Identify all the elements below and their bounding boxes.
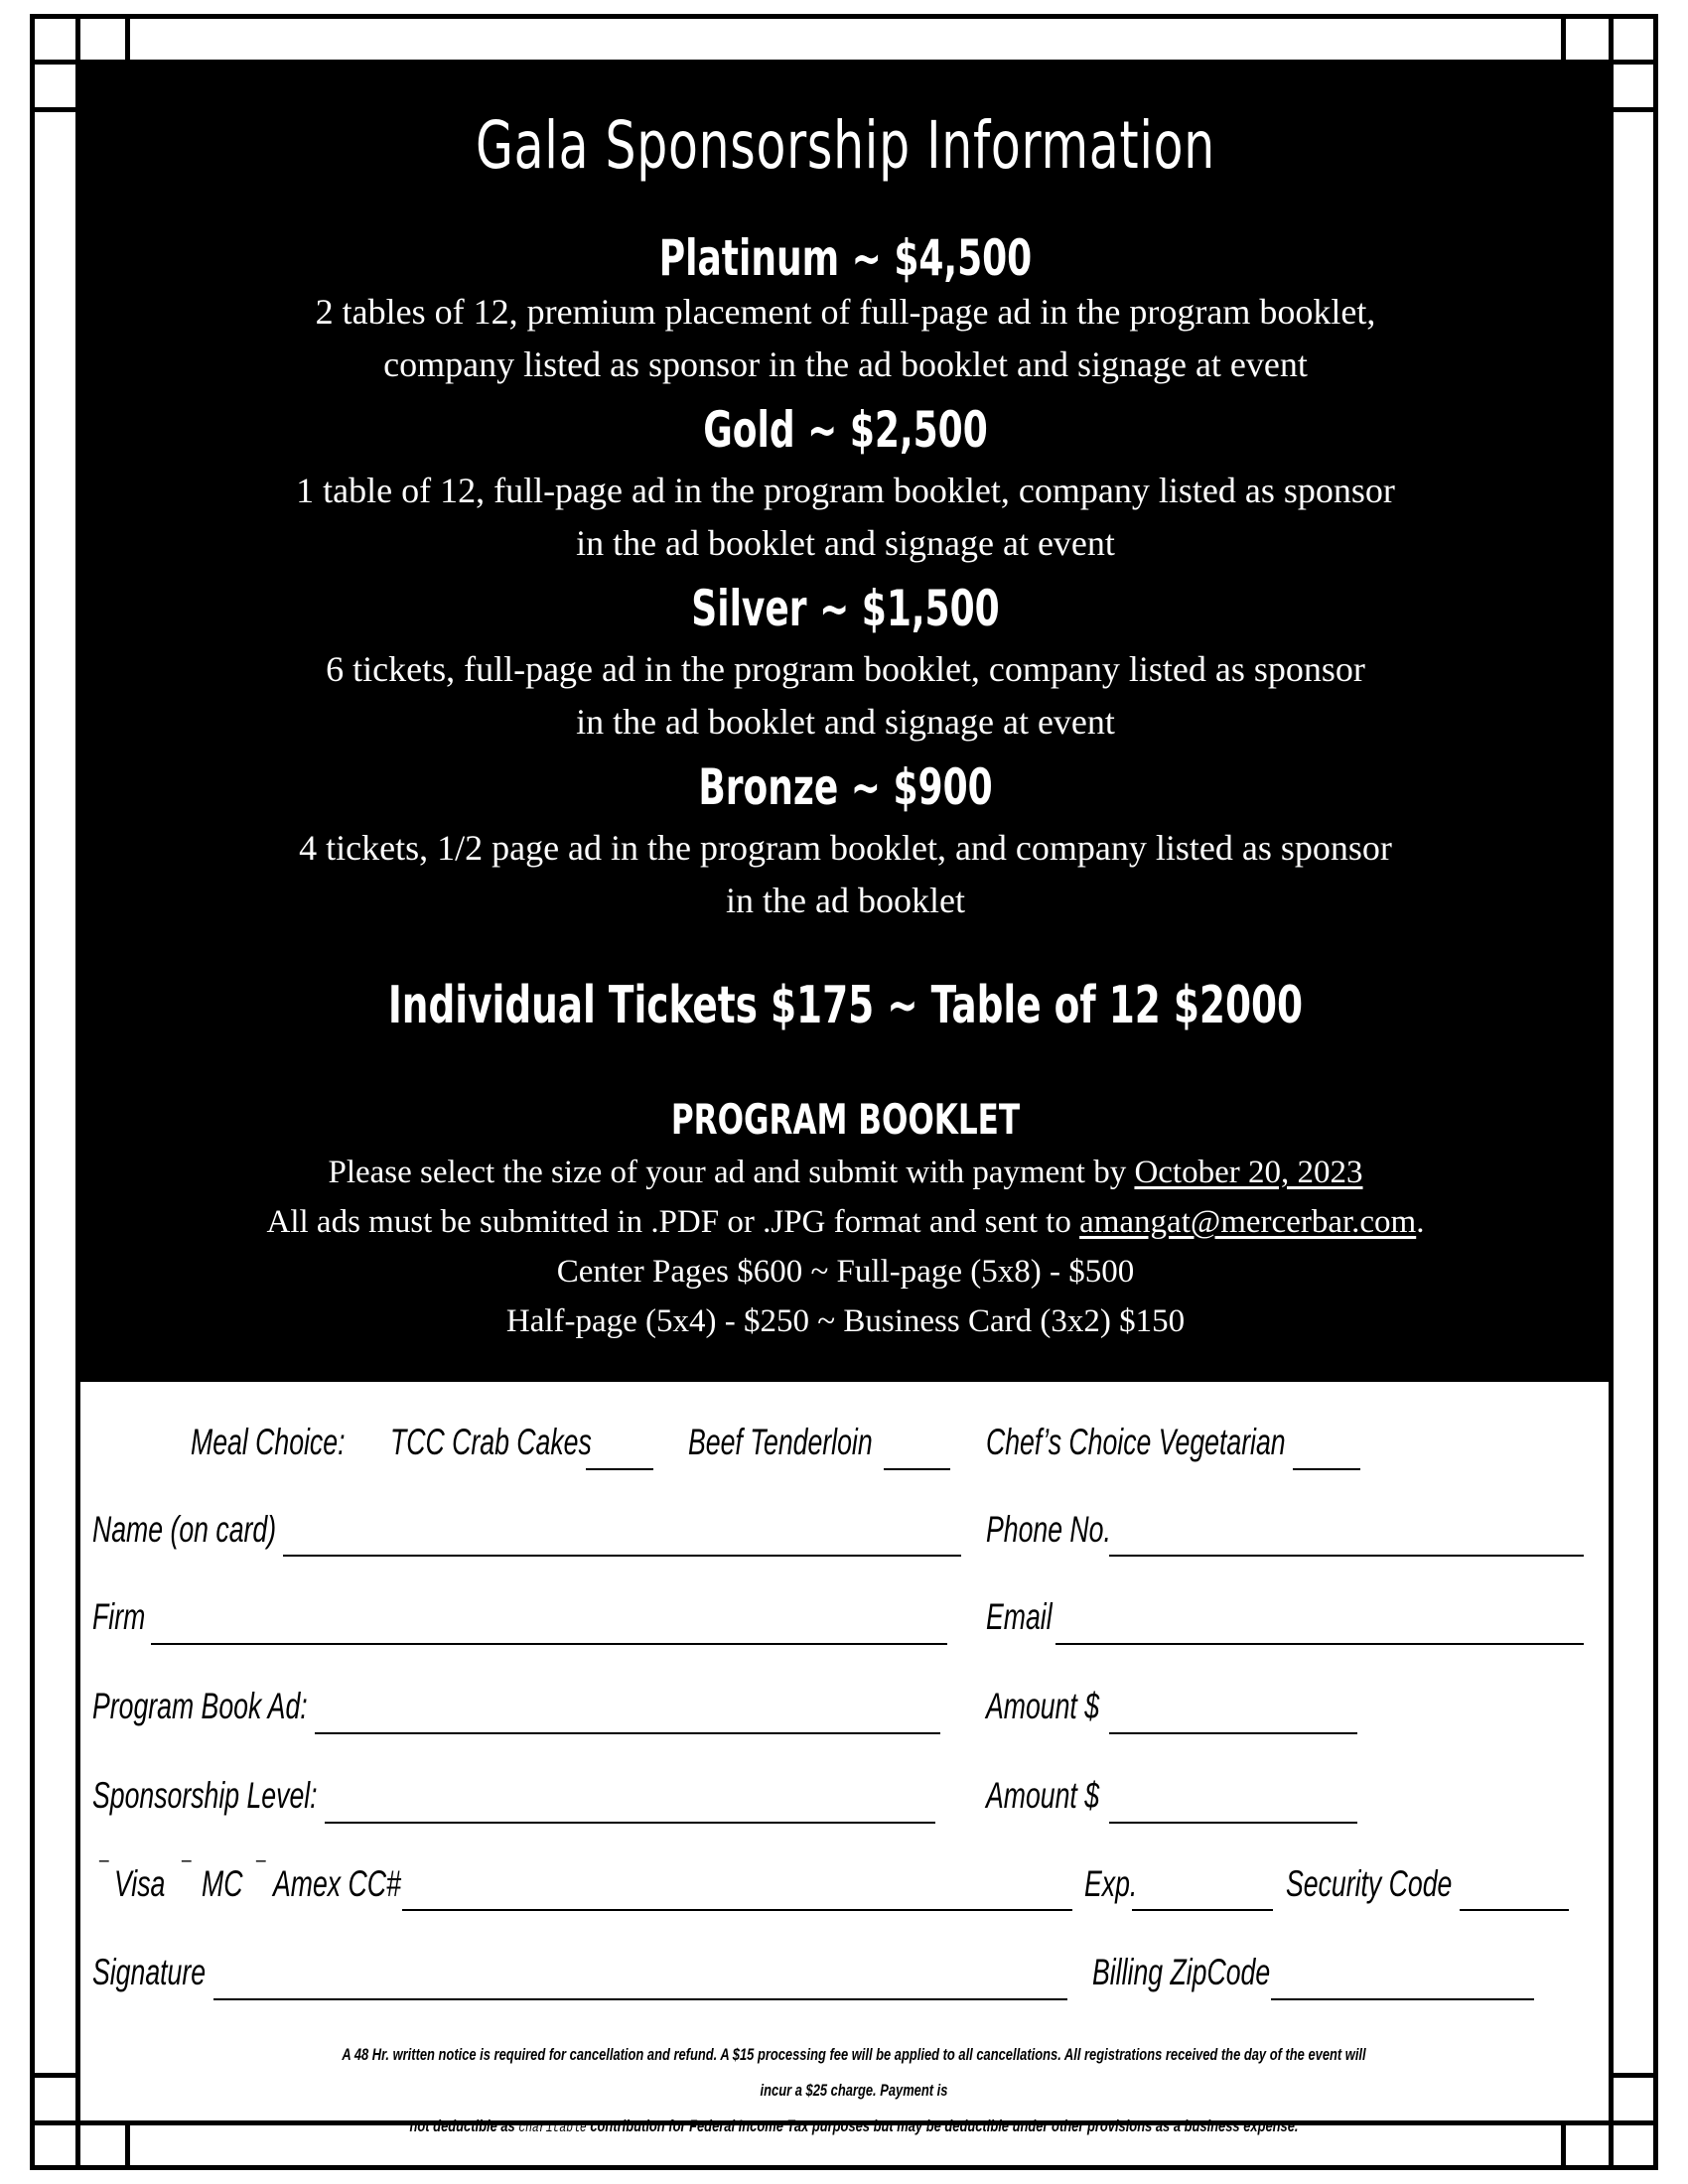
program-booklet-heading: PROGRAM BOOKLET — [670, 1095, 1021, 1144]
ad-amount-field[interactable] — [1109, 1732, 1357, 1734]
billing-zip-field[interactable] — [1271, 1998, 1534, 2000]
meal-vegetarian-blank[interactable] — [1293, 1468, 1360, 1470]
booklet-deadline-line — [80, 1155, 1611, 1191]
email-label: Email — [986, 1596, 1053, 1637]
program-ad-field[interactable] — [315, 1732, 940, 1734]
phone-label: Phone No. — [986, 1509, 1111, 1550]
tier-bronze-line2: in the ad booklet — [726, 881, 965, 920]
sponsorship-level-field[interactable] — [325, 1822, 935, 1824]
meal-option-beef: Beef Tenderloin — [688, 1422, 873, 1462]
booklet-format-text: All ads must be submitted in .PDF or .JPG format and sent to — [266, 1204, 1080, 1240]
booklet-prices-line2: Half-page (5x4) - $250 ~ Business Card (3x2) $150 — [505, 1303, 1186, 1339]
card-type-amex: Amex CC# — [273, 1863, 401, 1904]
tier-bronze-heading: Bronze ~ $900 — [698, 758, 993, 816]
disclaimer-charitable-word: charitable — [518, 2119, 587, 2136]
meal-option-vegetarian: Chef’s Choice Vegetarian — [986, 1422, 1286, 1462]
meal-choice-label: Meal Choice: — [191, 1422, 346, 1462]
billing-zip-label: Billing ZipCode — [1092, 1952, 1271, 1992]
disclaimer-line2-suffix: contribution for Federal Income Tax purposes but may be deductible under other provisions as a business expense. — [586, 2116, 1299, 2135]
exp-field[interactable] — [1132, 1909, 1273, 1911]
firm-field[interactable] — [151, 1643, 947, 1645]
booklet-email-link[interactable]: amangat@mercerbar.com — [1079, 1204, 1417, 1240]
phone-field[interactable] — [1109, 1555, 1584, 1557]
sponsorship-level-label: Sponsorship Level: — [92, 1775, 318, 1816]
booklet-deadline-text: Please select the size of your ad and submit with payment by — [328, 1155, 1135, 1190]
tier-platinum-line2: company listed as sponsor in the ad booklet and signage at event — [383, 344, 1308, 384]
ad-amount-label: Amount $ — [986, 1686, 1100, 1726]
booklet-deadline-date: October 20, 2023 — [1134, 1155, 1363, 1190]
tier-silver-line2: in the ad booklet and signage at event — [576, 702, 1115, 742]
tier-gold-line2: in the ad booklet and signage at event — [576, 523, 1115, 563]
visa-checkbox[interactable]: ¯ — [99, 1858, 109, 1885]
disclaimer-line1: A 48 Hr. written notice is required for cancellation and refund. A $15 processing fee will be applied to all cancellations. All registrations received the day of the event will incur a $25 charge. Payment is — [342, 2045, 1366, 2100]
ticket-prices: Individual Tickets $175 ~ Table of 12 $2000 — [387, 976, 1304, 1035]
security-code-field[interactable] — [1460, 1909, 1569, 1911]
card-type-visa: Visa — [114, 1863, 166, 1904]
card-number-field[interactable] — [402, 1909, 1072, 1911]
exp-label: Exp. — [1084, 1863, 1138, 1904]
tier-silver-heading: Silver ~ $1,500 — [691, 580, 1000, 637]
amex-checkbox[interactable]: ¯ — [256, 1858, 266, 1885]
booklet-format-period: . — [1416, 1204, 1425, 1240]
booklet-format-line — [80, 1204, 1611, 1241]
mc-checkbox[interactable]: ¯ — [182, 1858, 192, 1885]
meal-beef-blank[interactable] — [884, 1468, 950, 1470]
disclaimer-line2 — [334, 2109, 1375, 2146]
tier-gold-line1: 1 table of 12, full-page ad in the program booklet, company listed as sponsor — [296, 471, 1395, 510]
sponsorship-amount-field[interactable] — [1109, 1822, 1357, 1824]
signature-label: Signature — [92, 1952, 207, 1992]
tier-platinum-line1: 2 tables of 12, premium placement of full-page ad in the program booklet, — [315, 292, 1376, 332]
tier-bronze-line1: 4 tickets, 1/2 page ad in the program booklet, and company listed as sponsor — [299, 828, 1392, 868]
booklet-prices-line1: Center Pages $600 ~ Full-page (5x8) - $500 — [556, 1254, 1135, 1290]
tier-gold-heading: Gold ~ $2,500 — [703, 401, 988, 459]
page-title: Gala Sponsorship Information — [476, 107, 1215, 184]
firm-label: Firm — [92, 1596, 146, 1637]
meal-option-crab-cakes: TCC Crab Cakes — [390, 1422, 592, 1462]
program-ad-label: Program Book Ad: — [92, 1686, 308, 1726]
card-type-mc: MC — [202, 1863, 243, 1904]
meal-crab-cakes-blank[interactable] — [586, 1468, 653, 1470]
sponsorship-amount-label: Amount $ — [986, 1775, 1100, 1816]
name-field[interactable] — [283, 1555, 961, 1557]
sponsorship-panel — [80, 63, 1611, 1382]
tier-platinum-heading: Platinum ~ $4,500 — [658, 229, 1033, 287]
cancellation-disclaimer — [334, 2037, 1375, 2146]
tier-silver-line1: 6 tickets, full-page ad in the program booklet, company listed as sponsor — [326, 649, 1365, 689]
security-code-label: Security Code — [1286, 1863, 1453, 1904]
signature-field[interactable] — [213, 1998, 1067, 2000]
name-label: Name (on card) — [92, 1509, 277, 1550]
disclaimer-line2-prefix: not deductible as — [409, 2116, 519, 2135]
email-field[interactable] — [1055, 1643, 1584, 1645]
